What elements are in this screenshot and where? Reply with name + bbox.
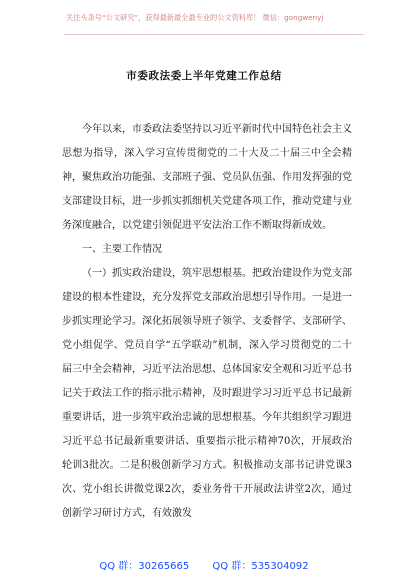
document-title: 市委政法委上半年党建工作总结 (126, 70, 282, 82)
section-heading: 一、主要工作情况 (82, 244, 162, 255)
section-paragraph: （一）抓实政治建设，筑牢思想根基。把政治建设作为党支部建设的根本性建设，充分发挥党支部政治思想引导作用。一是进一步抓实理论学习。深化拓展领导班子领学、支委督学、支部研学、党小组促学、党员自学“五学联动”机制，深入学习贯彻党的二十届三中全会精神，习近平法治思想、总体国家安全观和习近平总书记关于政法工作的指示批示精神，及时跟进学习习近平总书记最新重要讲话，进一步筑牢政治忠诚的思想根基。今年共组织学习跟进习近平总书记最新重要讲话、重要指示批示精神70次，开展政治轮训3批次。二是积极创新学习方式。积极推动支部书记讲党课3次、党小组长讲微党课2次，委业务骨干开展政法讲堂2次，通过创新学习研讨方式，有效激发 (62, 268, 352, 519)
intro-paragraph: 今年以来，市委政法委坚持以习近平新时代中国特色社会主义思想为指导，深入学习宣传贯彻党的二十大及二十届三中全会精神，聚焦政治功能强、支部班子强、党员队伍强、作用发挥强的党支部建设目标，进一步抓实抓细机关党建各项工作，推动党建与业务深度融合，以党建引领促进平安法治工作不断取得新成效。 (62, 124, 352, 231)
footer-qq-groups (0, 557, 408, 572)
document-body (62, 118, 352, 526)
header-divider (64, 34, 364, 35)
footer-qq-group-1: QQ 群：30265665 (99, 561, 190, 572)
footer-qq-group-2: QQ 群：535304092 (212, 561, 309, 572)
promo-banner: 关注头条号“公文研究”，获得最新最全最专业的公文资料库！ 微信：gongwenyj (66, 13, 324, 22)
